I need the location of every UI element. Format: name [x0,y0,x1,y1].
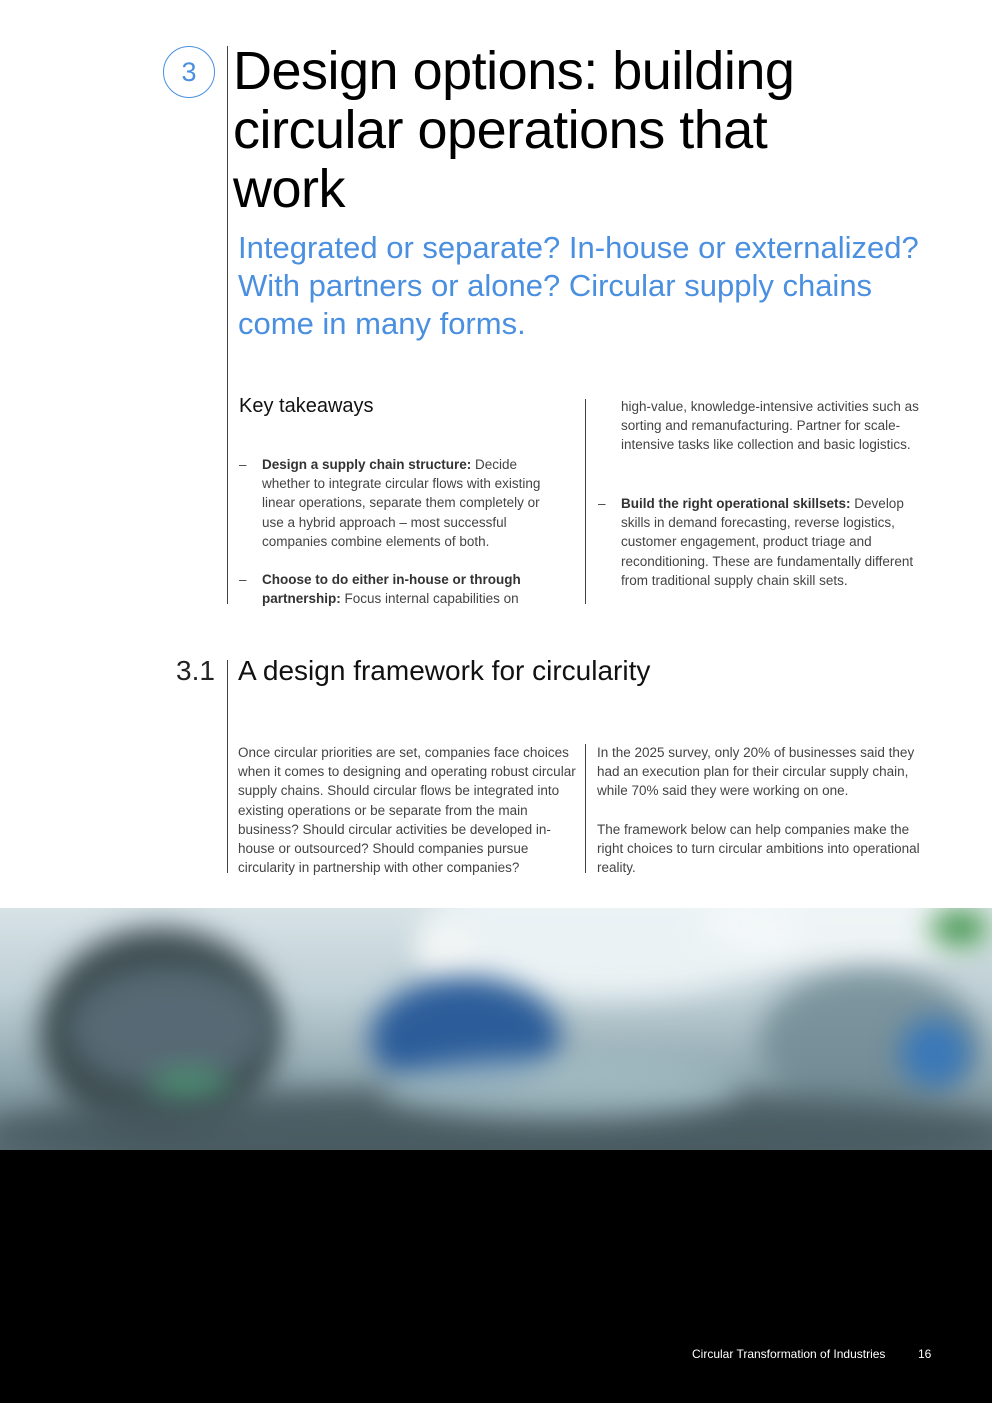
takeaway-text: Decide whether to integrate circular flows with existing linear operations, separate them completely or use a hybrid approach – most successful companies combine elements of both. [262,457,541,549]
chapter-divider-line [227,46,228,604]
takeaway-continuation: high-value, knowledge-intensive activities such as sorting and remanufacturing. Partner for scale-intensive tasks like collection and basic logistics. [621,399,919,453]
footer-publication-title: Circular Transformation of Industries [692,1347,886,1361]
photo-panel [380,1058,740,1118]
page-subtitle: Integrated or separate? In-house or externalized? With partners or alone? Circular supply chains come in many forms. [238,230,919,341]
footer-page-number: 16 [918,1347,932,1361]
section-title: A design framework for circularity [238,655,651,686]
section-number: 3.1 [176,655,215,686]
takeaway-item [239,570,565,608]
photo-helmet [418,928,478,983]
section-right-column [597,743,935,897]
chapter-number-badge: 3 [163,46,215,98]
takeaway-bold: Design a supply chain structure: [262,457,472,472]
section-column-divider [585,744,586,873]
takeaway-dash: – [598,496,606,511]
takeaway-bold: Choose to do either in-house or through partnership: [262,572,521,607]
takeaway-text: Develop skills in demand forecasting, reverse logistics, customer engagement, product triage and reconditioning. These are fundamentally different from traditional supply chain skill sets. [621,496,914,588]
takeaway-dash: – [239,572,247,587]
section-divider-line [227,660,228,873]
takeaway-item [239,455,565,551]
body-paragraph: The framework below can help companies make the right choices to turn circular ambitions into operational reality. [597,821,920,876]
factory-photo [0,908,992,1150]
body-paragraph: In the 2025 survey, only 20% of businesses said they had an execution plan for their circular supply chain, while 70% said they were working on one. [597,745,915,799]
body-paragraph: Once circular priorities are set, companies face choices when it comes to designing and operating robust circular supply chains. Should circular flows be integrated into existing operations or be separate from the main business? Should circular activities be developed in-house or outsourced? Should companies pursue circularity in partnership with other companies? [238,745,576,876]
key-takeaways-heading: Key takeaways [239,395,374,417]
page-title: Design options: building circular operations that work [233,41,795,219]
photo-blue-part [900,1018,970,1088]
takeaway-text: Focus internal capabilities on [340,591,519,607]
takeaways-column-divider [585,399,586,604]
section-left-column [238,743,576,897]
takeaway-dash: – [239,457,247,472]
footer-band [0,1150,992,1403]
takeaway-item [598,494,931,590]
photo-green-part [930,908,990,948]
takeaway-bold: Build the right operational skillsets: [621,496,851,511]
